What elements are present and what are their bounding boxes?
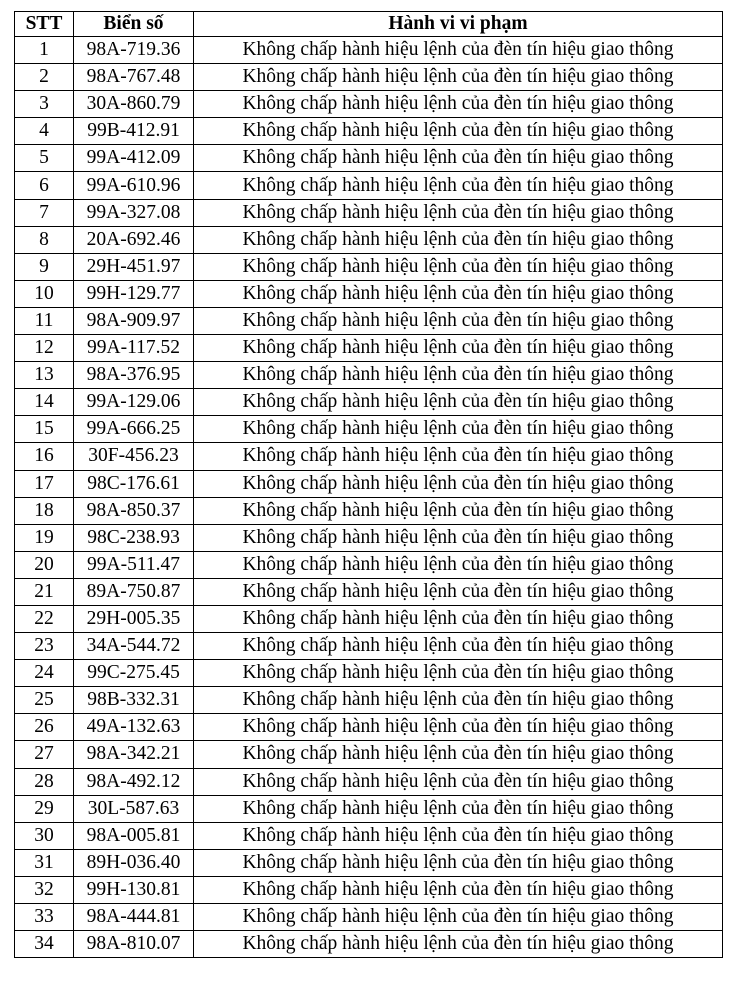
table-row	[15, 64, 723, 91]
row-violation-cell: Không chấp hành hiệu lệnh của đèn tín hiệu giao thông	[194, 904, 723, 931]
table-row	[15, 37, 723, 64]
row-plate-cell: 99A-129.06	[74, 389, 194, 416]
row-plate-cell: 98C-176.61	[74, 470, 194, 497]
row-plate-cell: 99H-129.77	[74, 280, 194, 307]
row-plate-cell: 99B-412.91	[74, 118, 194, 145]
table-row	[15, 497, 723, 524]
row-violation-cell: Không chấp hành hiệu lệnh của đèn tín hiệu giao thông	[194, 931, 723, 958]
table-body	[15, 37, 723, 958]
row-violation-cell: Không chấp hành hiệu lệnh của đèn tín hiệu giao thông	[194, 199, 723, 226]
row-stt-cell: 8	[15, 226, 74, 253]
row-stt-cell: 20	[15, 551, 74, 578]
row-plate-cell: 89A-750.87	[74, 578, 194, 605]
row-plate-cell: 49A-132.63	[74, 714, 194, 741]
row-plate-cell: 99A-666.25	[74, 416, 194, 443]
row-stt-cell: 2	[15, 64, 74, 91]
row-plate-cell: 98A-850.37	[74, 497, 194, 524]
row-plate-cell: 98A-444.81	[74, 904, 194, 931]
row-plate-cell: 89H-036.40	[74, 849, 194, 876]
header-stt: STT	[15, 12, 74, 37]
row-stt-cell: 19	[15, 524, 74, 551]
row-plate-cell: 98B-332.31	[74, 687, 194, 714]
row-plate-cell: 98A-810.07	[74, 931, 194, 958]
row-violation-cell: Không chấp hành hiệu lệnh của đèn tín hiệu giao thông	[194, 253, 723, 280]
row-violation-cell: Không chấp hành hiệu lệnh của đèn tín hiệu giao thông	[194, 849, 723, 876]
row-violation-cell: Không chấp hành hiệu lệnh của đèn tín hiệu giao thông	[194, 497, 723, 524]
row-violation-cell: Không chấp hành hiệu lệnh của đèn tín hiệu giao thông	[194, 660, 723, 687]
table-row	[15, 199, 723, 226]
row-violation-cell: Không chấp hành hiệu lệnh của đèn tín hiệu giao thông	[194, 307, 723, 334]
row-violation-cell: Không chấp hành hiệu lệnh của đèn tín hiệu giao thông	[194, 470, 723, 497]
row-stt-cell: 14	[15, 389, 74, 416]
row-stt-cell: 32	[15, 876, 74, 903]
row-plate-cell: 98A-342.21	[74, 741, 194, 768]
table-row	[15, 741, 723, 768]
row-plate-cell: 98A-376.95	[74, 362, 194, 389]
row-stt-cell: 18	[15, 497, 74, 524]
row-violation-cell: Không chấp hành hiệu lệnh của đèn tín hiệu giao thông	[194, 145, 723, 172]
row-plate-cell: 98A-719.36	[74, 37, 194, 64]
row-plate-cell: 30A-860.79	[74, 91, 194, 118]
row-violation-cell: Không chấp hành hiệu lệnh của đèn tín hiệu giao thông	[194, 551, 723, 578]
row-plate-cell: 98C-238.93	[74, 524, 194, 551]
row-plate-cell: 98A-492.12	[74, 768, 194, 795]
row-violation-cell: Không chấp hành hiệu lệnh của đèn tín hiệu giao thông	[194, 416, 723, 443]
table-row	[15, 307, 723, 334]
row-plate-cell: 20A-692.46	[74, 226, 194, 253]
table-row	[15, 578, 723, 605]
row-violation-cell: Không chấp hành hiệu lệnh của đèn tín hiệu giao thông	[194, 768, 723, 795]
table-row	[15, 524, 723, 551]
row-violation-cell: Không chấp hành hiệu lệnh của đèn tín hiệu giao thông	[194, 172, 723, 199]
row-stt-cell: 25	[15, 687, 74, 714]
table-header-row	[15, 12, 723, 37]
table-row	[15, 416, 723, 443]
row-stt-cell: 3	[15, 91, 74, 118]
row-violation-cell: Không chấp hành hiệu lệnh của đèn tín hiệu giao thông	[194, 741, 723, 768]
row-stt-cell: 6	[15, 172, 74, 199]
row-violation-cell: Không chấp hành hiệu lệnh của đèn tín hiệu giao thông	[194, 714, 723, 741]
table-row	[15, 118, 723, 145]
table-row	[15, 849, 723, 876]
row-violation-cell: Không chấp hành hiệu lệnh của đèn tín hiệu giao thông	[194, 822, 723, 849]
table-row	[15, 660, 723, 687]
row-stt-cell: 34	[15, 931, 74, 958]
row-violation-cell: Không chấp hành hiệu lệnh của đèn tín hiệu giao thông	[194, 578, 723, 605]
row-stt-cell: 27	[15, 741, 74, 768]
row-plate-cell: 99A-327.08	[74, 199, 194, 226]
header-violation: Hành vi vi phạm	[194, 12, 723, 37]
header-plate: Biển số	[74, 12, 194, 37]
row-violation-cell: Không chấp hành hiệu lệnh của đèn tín hiệu giao thông	[194, 389, 723, 416]
row-violation-cell: Không chấp hành hiệu lệnh của đèn tín hiệu giao thông	[194, 64, 723, 91]
table-row	[15, 253, 723, 280]
row-stt-cell: 23	[15, 633, 74, 660]
row-stt-cell: 21	[15, 578, 74, 605]
row-violation-cell: Không chấp hành hiệu lệnh của đèn tín hiệu giao thông	[194, 118, 723, 145]
row-violation-cell: Không chấp hành hiệu lệnh của đèn tín hiệu giao thông	[194, 335, 723, 362]
row-plate-cell: 99A-117.52	[74, 335, 194, 362]
row-violation-cell: Không chấp hành hiệu lệnh của đèn tín hiệu giao thông	[194, 443, 723, 470]
row-plate-cell: 99C-275.45	[74, 660, 194, 687]
table-row	[15, 768, 723, 795]
table-row	[15, 172, 723, 199]
table-row	[15, 91, 723, 118]
row-plate-cell: 30L-587.63	[74, 795, 194, 822]
row-stt-cell: 5	[15, 145, 74, 172]
row-plate-cell: 30F-456.23	[74, 443, 194, 470]
table-row	[15, 280, 723, 307]
table-row	[15, 335, 723, 362]
row-stt-cell: 4	[15, 118, 74, 145]
row-stt-cell: 28	[15, 768, 74, 795]
row-stt-cell: 7	[15, 199, 74, 226]
table-row	[15, 876, 723, 903]
row-stt-cell: 10	[15, 280, 74, 307]
row-violation-cell: Không chấp hành hiệu lệnh của đèn tín hiệu giao thông	[194, 795, 723, 822]
row-stt-cell: 33	[15, 904, 74, 931]
table-row	[15, 362, 723, 389]
row-stt-cell: 1	[15, 37, 74, 64]
row-plate-cell: 98A-005.81	[74, 822, 194, 849]
row-violation-cell: Không chấp hành hiệu lệnh của đèn tín hiệu giao thông	[194, 524, 723, 551]
row-violation-cell: Không chấp hành hiệu lệnh của đèn tín hiệu giao thông	[194, 226, 723, 253]
row-stt-cell: 26	[15, 714, 74, 741]
row-violation-cell: Không chấp hành hiệu lệnh của đèn tín hiệu giao thông	[194, 876, 723, 903]
row-violation-cell: Không chấp hành hiệu lệnh của đèn tín hiệu giao thông	[194, 605, 723, 632]
row-stt-cell: 17	[15, 470, 74, 497]
table-row	[15, 551, 723, 578]
row-stt-cell: 11	[15, 307, 74, 334]
table-row	[15, 904, 723, 931]
row-plate-cell: 34A-544.72	[74, 633, 194, 660]
row-stt-cell: 9	[15, 253, 74, 280]
row-stt-cell: 29	[15, 795, 74, 822]
table-row	[15, 389, 723, 416]
table-row	[15, 470, 723, 497]
row-plate-cell: 29H-451.97	[74, 253, 194, 280]
table-row	[15, 605, 723, 632]
table-row	[15, 714, 723, 741]
row-plate-cell: 99A-610.96	[74, 172, 194, 199]
row-stt-cell: 30	[15, 822, 74, 849]
row-stt-cell: 22	[15, 605, 74, 632]
row-plate-cell: 98A-767.48	[74, 64, 194, 91]
violations-table	[14, 11, 723, 958]
row-plate-cell: 99H-130.81	[74, 876, 194, 903]
row-stt-cell: 24	[15, 660, 74, 687]
row-violation-cell: Không chấp hành hiệu lệnh của đèn tín hiệu giao thông	[194, 362, 723, 389]
row-stt-cell: 15	[15, 416, 74, 443]
table-row	[15, 795, 723, 822]
row-violation-cell: Không chấp hành hiệu lệnh của đèn tín hiệu giao thông	[194, 280, 723, 307]
row-violation-cell: Không chấp hành hiệu lệnh của đèn tín hiệu giao thông	[194, 687, 723, 714]
row-plate-cell: 99A-412.09	[74, 145, 194, 172]
table-row	[15, 633, 723, 660]
table-row	[15, 931, 723, 958]
row-stt-cell: 31	[15, 849, 74, 876]
row-plate-cell: 29H-005.35	[74, 605, 194, 632]
row-plate-cell: 98A-909.97	[74, 307, 194, 334]
row-stt-cell: 12	[15, 335, 74, 362]
row-violation-cell: Không chấp hành hiệu lệnh của đèn tín hiệu giao thông	[194, 37, 723, 64]
row-violation-cell: Không chấp hành hiệu lệnh của đèn tín hiệu giao thông	[194, 633, 723, 660]
table-row	[15, 687, 723, 714]
table-row	[15, 226, 723, 253]
table-row	[15, 443, 723, 470]
table-row	[15, 145, 723, 172]
table-row	[15, 822, 723, 849]
row-stt-cell: 16	[15, 443, 74, 470]
row-stt-cell: 13	[15, 362, 74, 389]
row-plate-cell: 99A-511.47	[74, 551, 194, 578]
row-violation-cell: Không chấp hành hiệu lệnh của đèn tín hiệu giao thông	[194, 91, 723, 118]
